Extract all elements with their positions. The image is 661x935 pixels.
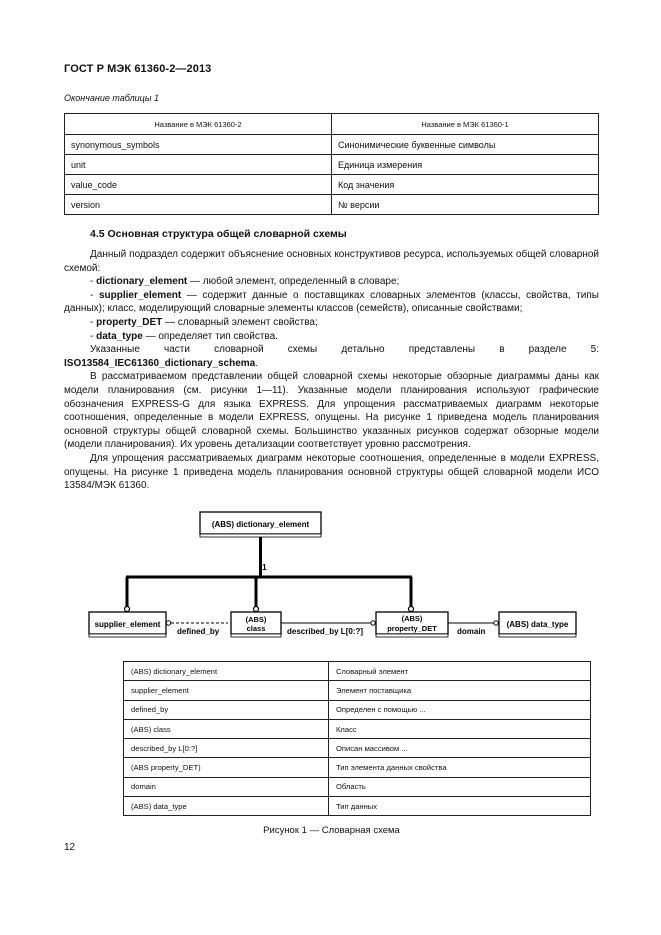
root-entity-label: (ABS) dictionary_element	[211, 520, 310, 529]
page-number: 12	[64, 842, 76, 853]
list-term: dictionary_element	[96, 276, 188, 288]
table-cell: supplier_element	[124, 681, 329, 700]
legend-table	[123, 661, 591, 816]
list-text: — любой элемент, определенный в словаре;	[187, 276, 400, 288]
property-entity-box	[376, 612, 448, 637]
described-by-label: described_by L[0:?]	[287, 627, 364, 636]
multiplicity-label: 1	[262, 562, 267, 572]
table-row	[124, 739, 591, 758]
table-cell: domain	[124, 777, 329, 796]
supplier-entity-label: supplier_element	[94, 620, 161, 629]
table-row	[124, 700, 591, 719]
data-type-entity-label: (ABS) data_type	[506, 620, 569, 629]
list-item: - data_type — определяет тип свойства.	[90, 330, 278, 342]
class-entity-box	[231, 612, 281, 637]
table-row	[124, 777, 591, 796]
schema-reference: ISO13584_IEC61360_dictionary_schema	[64, 357, 256, 369]
list-text: — содержит данные о поставщиках словарных элементов (классы, свойства, типы данных); класс, моделирующий словарные элементы классов (семейств), описанные свойствами;	[64, 289, 599, 315]
intro-paragraph: Данный подраздел содержит объяснение основных конструктивов ресурса, используемых общей словарной схемой:	[64, 249, 599, 274]
list-term: supplier_element	[98, 289, 182, 301]
list-item: - property_DET — словарный элемент свойства;	[90, 316, 318, 328]
relation-end-circle	[166, 621, 170, 625]
table-cell: (ABS) data_type	[124, 797, 329, 816]
list-term: property_DET	[96, 316, 163, 328]
reference-text: Указанные части словарной схемы детально представлены в разделе 5:	[90, 344, 599, 356]
relation-end-circle	[494, 621, 498, 625]
document-header: ГОСТ Р МЭК 61360-2—2013	[64, 63, 212, 75]
table-cell: value_code	[65, 175, 332, 195]
body-paragraph: Для упрощения рассматриваемых диаграмм некоторые соотношения, определенные в модели EXPRESS, опущены. На рисунке 1 приведена модель планирования основной структуры общей словарной модели ИСО 13584/МЭК 61360.	[64, 452, 599, 492]
body-paragraph: В рассматриваемом представлении общей словарной схемы некоторые обзорные диаграммы даны как модели планирования (см. рисунки 1—11). Указанные модели планирования используют графические обозначения EXPRESS-G для языка EXPRESS. Для упрощения рассматриваемых диаграмм некоторые соотношения, определенные в модели EXPRESS, опущены. На рисунке 1 приведена модель планирования основной структуры общей словарной схемы. Большинство указанных рисунков содержат обзорные модели (модели планирования). Их уровень детализации соответствует уровню рассмотрения.	[64, 371, 599, 451]
subtype-circle	[125, 607, 130, 612]
list-text: — определяет тип свойства.	[142, 330, 278, 342]
column-header: Название в МЭК 61360-2	[65, 114, 332, 135]
subtype-circle	[409, 607, 414, 612]
table-cell: Определен с помощью ...	[329, 700, 591, 719]
table-cell: Тип данных	[329, 797, 591, 816]
table-cell: Код значения	[332, 175, 599, 195]
table-cell: (ABS property_DET)	[124, 758, 329, 777]
table-cell: Класс	[329, 719, 591, 738]
table-row	[124, 719, 591, 738]
table-row	[124, 758, 591, 777]
table-cell: unit	[65, 155, 332, 175]
table-cell: described_by L[0:?]	[124, 739, 329, 758]
property-entity-label: property_DET	[387, 624, 437, 633]
table-cell: synonymous_symbols	[65, 135, 332, 155]
table-row	[124, 797, 591, 816]
table-cell: Тип элемента данных свойства	[329, 758, 591, 777]
class-abs-label: (ABS)	[245, 615, 267, 624]
domain-label: domain	[457, 627, 486, 636]
section-heading: 4.5 Основная структура общей словарной схемы	[90, 228, 347, 240]
figure-caption: Рисунок 1 — Словарная схема	[263, 825, 400, 836]
list-item: - dictionary_element — любой элемент, определенный в словаре;	[90, 276, 400, 288]
table-cell: Словарный элемент	[329, 662, 591, 681]
table-cell: Синонимические буквенные символы	[332, 135, 599, 155]
table-cell: № версии	[332, 195, 599, 215]
table-row	[124, 681, 591, 700]
table-cell: version	[65, 195, 332, 215]
table-cell: defined_by	[124, 700, 329, 719]
defined-by-label: defined_by	[177, 627, 220, 636]
root-entity-box	[200, 512, 321, 537]
table-cell: Единица измерения	[332, 155, 599, 175]
relation-end-circle	[371, 621, 375, 625]
subtype-circle	[254, 607, 259, 612]
table-cell: (ABS) class	[124, 719, 329, 738]
table-cell: Область	[329, 777, 591, 796]
supplier-entity-box	[89, 612, 166, 637]
data-type-entity-box	[499, 612, 576, 637]
reference-paragraph: Указанные части словарной схемы детально представлены в разделе 5: ISO13584_IEC61360_dictionary_schema.	[64, 344, 599, 369]
table-continuation-caption: Окончание таблицы 1	[64, 93, 159, 103]
property-abs-label: (ABS)	[401, 614, 423, 623]
table-cell: (ABS) dictionary_element	[124, 662, 329, 681]
table-row	[124, 662, 591, 681]
table-cell: Элемент поставщика	[329, 681, 591, 700]
list-text: — словарный элемент свойства;	[162, 316, 318, 328]
column-header: Название в МЭК 61360-1	[332, 114, 599, 135]
class-entity-label: class	[246, 624, 266, 633]
list-item: - supplier_element — содержит данные о поставщиках словарных элементов (классы, свойства, типы данных); класс, моделирующий словарные элементы классов (семейств), описанные свойствами;	[64, 289, 599, 315]
table-cell: Описан массивом ...	[329, 739, 591, 758]
list-term: data_type	[96, 330, 143, 342]
